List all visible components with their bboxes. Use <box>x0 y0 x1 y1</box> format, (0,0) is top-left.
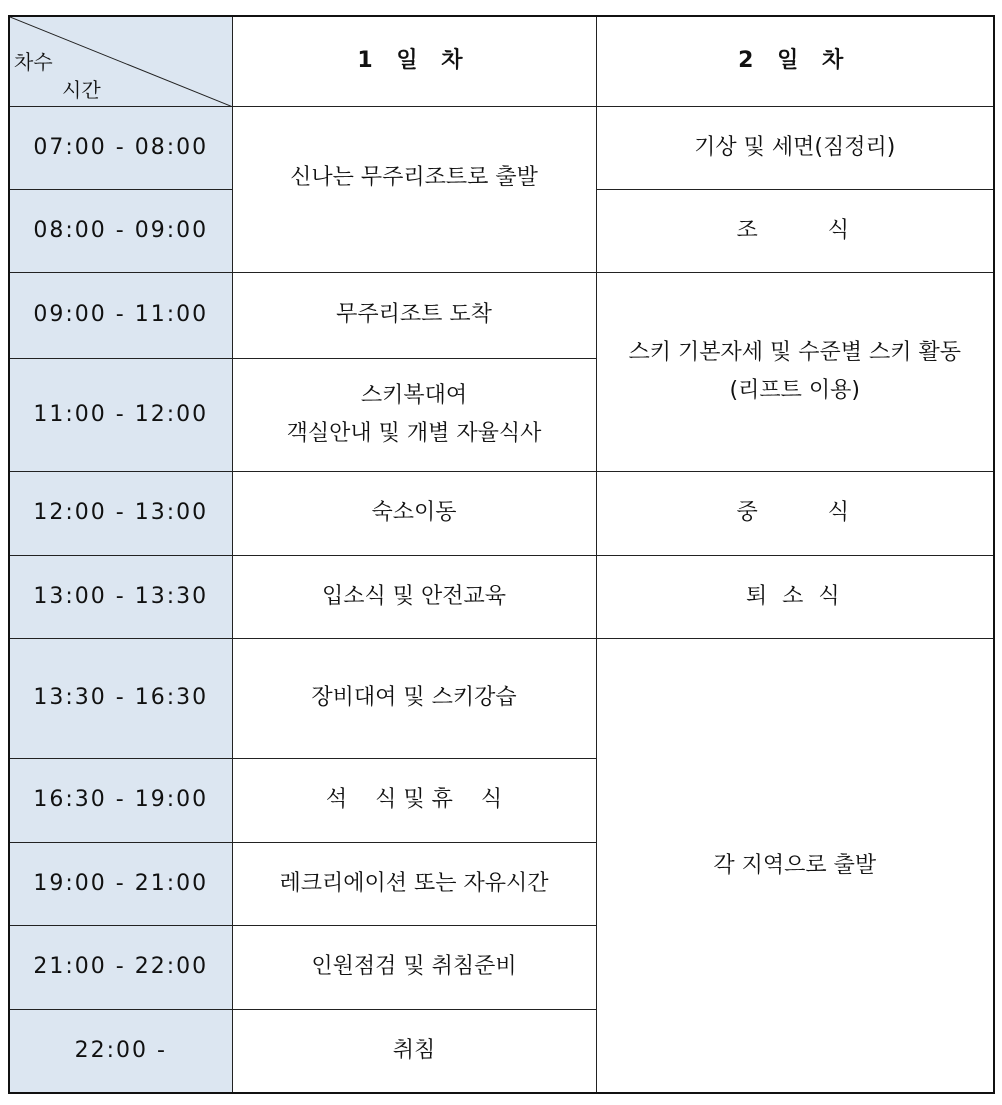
day1-recreation: 레크리에이션 또는 자유시간 <box>232 842 596 925</box>
table-row <box>9 555 994 638</box>
day1-header: 1 일 차 <box>232 16 596 106</box>
day1-rental-line2: 객실안내 및 개별 자율식사 <box>286 420 542 446</box>
time-cell: 19:00 - 21:00 <box>9 842 232 925</box>
time-cell: 08:00 - 09:00 <box>9 189 232 272</box>
day1-rental-line1: 스키복대여 <box>360 382 468 408</box>
corner-label-session: 차수 <box>14 50 53 74</box>
corner-cell <box>9 16 232 106</box>
time-cell: 09:00 - 11:00 <box>9 272 232 358</box>
day2-ski-activity <box>596 272 994 471</box>
day1-sleep: 취침 <box>232 1009 596 1093</box>
table-row <box>9 638 994 758</box>
day2-closing: 퇴 소 식 <box>596 555 994 638</box>
day2-ski-line1: 스키 기본자세 및 수준별 스키 활동 <box>628 339 961 365</box>
time-cell: 13:30 - 16:30 <box>9 638 232 758</box>
time-cell: 12:00 - 13:00 <box>9 471 232 555</box>
time-cell: 07:00 - 08:00 <box>9 106 232 189</box>
table-row <box>9 272 994 358</box>
day1-arrival: 무주리조트 도착 <box>232 272 596 358</box>
day2-header: 2 일 차 <box>596 16 994 106</box>
time-cell: 13:00 - 13:30 <box>9 555 232 638</box>
schedule-table <box>8 15 995 1094</box>
time-cell: 22:00 - <box>9 1009 232 1093</box>
day1-departure: 신나는 무주리조트로 출발 <box>232 106 596 272</box>
day1-dinner: 석 식 및 휴 식 <box>232 758 596 842</box>
table-row <box>9 471 994 555</box>
day1-rollcall: 인원점검 및 취침준비 <box>232 925 596 1009</box>
day2-breakfast: 조 식 <box>596 189 994 272</box>
day1-lesson: 장비대여 및 스키강습 <box>232 638 596 758</box>
header-row <box>9 16 994 106</box>
time-cell: 11:00 - 12:00 <box>9 358 232 471</box>
day2-ski-line2: (리프트 이용) <box>729 377 860 403</box>
table-row <box>9 106 994 189</box>
corner-label-time: 시간 <box>62 78 101 102</box>
day2-lunch: 중 식 <box>596 471 994 555</box>
day2-return: 각 지역으로 출발 <box>596 638 994 1093</box>
day1-rental <box>232 358 596 471</box>
time-cell: 21:00 - 22:00 <box>9 925 232 1009</box>
day1-move: 숙소이동 <box>232 471 596 555</box>
day2-wakeup: 기상 및 세면(짐정리) <box>596 106 994 189</box>
time-cell: 16:30 - 19:00 <box>9 758 232 842</box>
day1-orientation: 입소식 및 안전교육 <box>232 555 596 638</box>
